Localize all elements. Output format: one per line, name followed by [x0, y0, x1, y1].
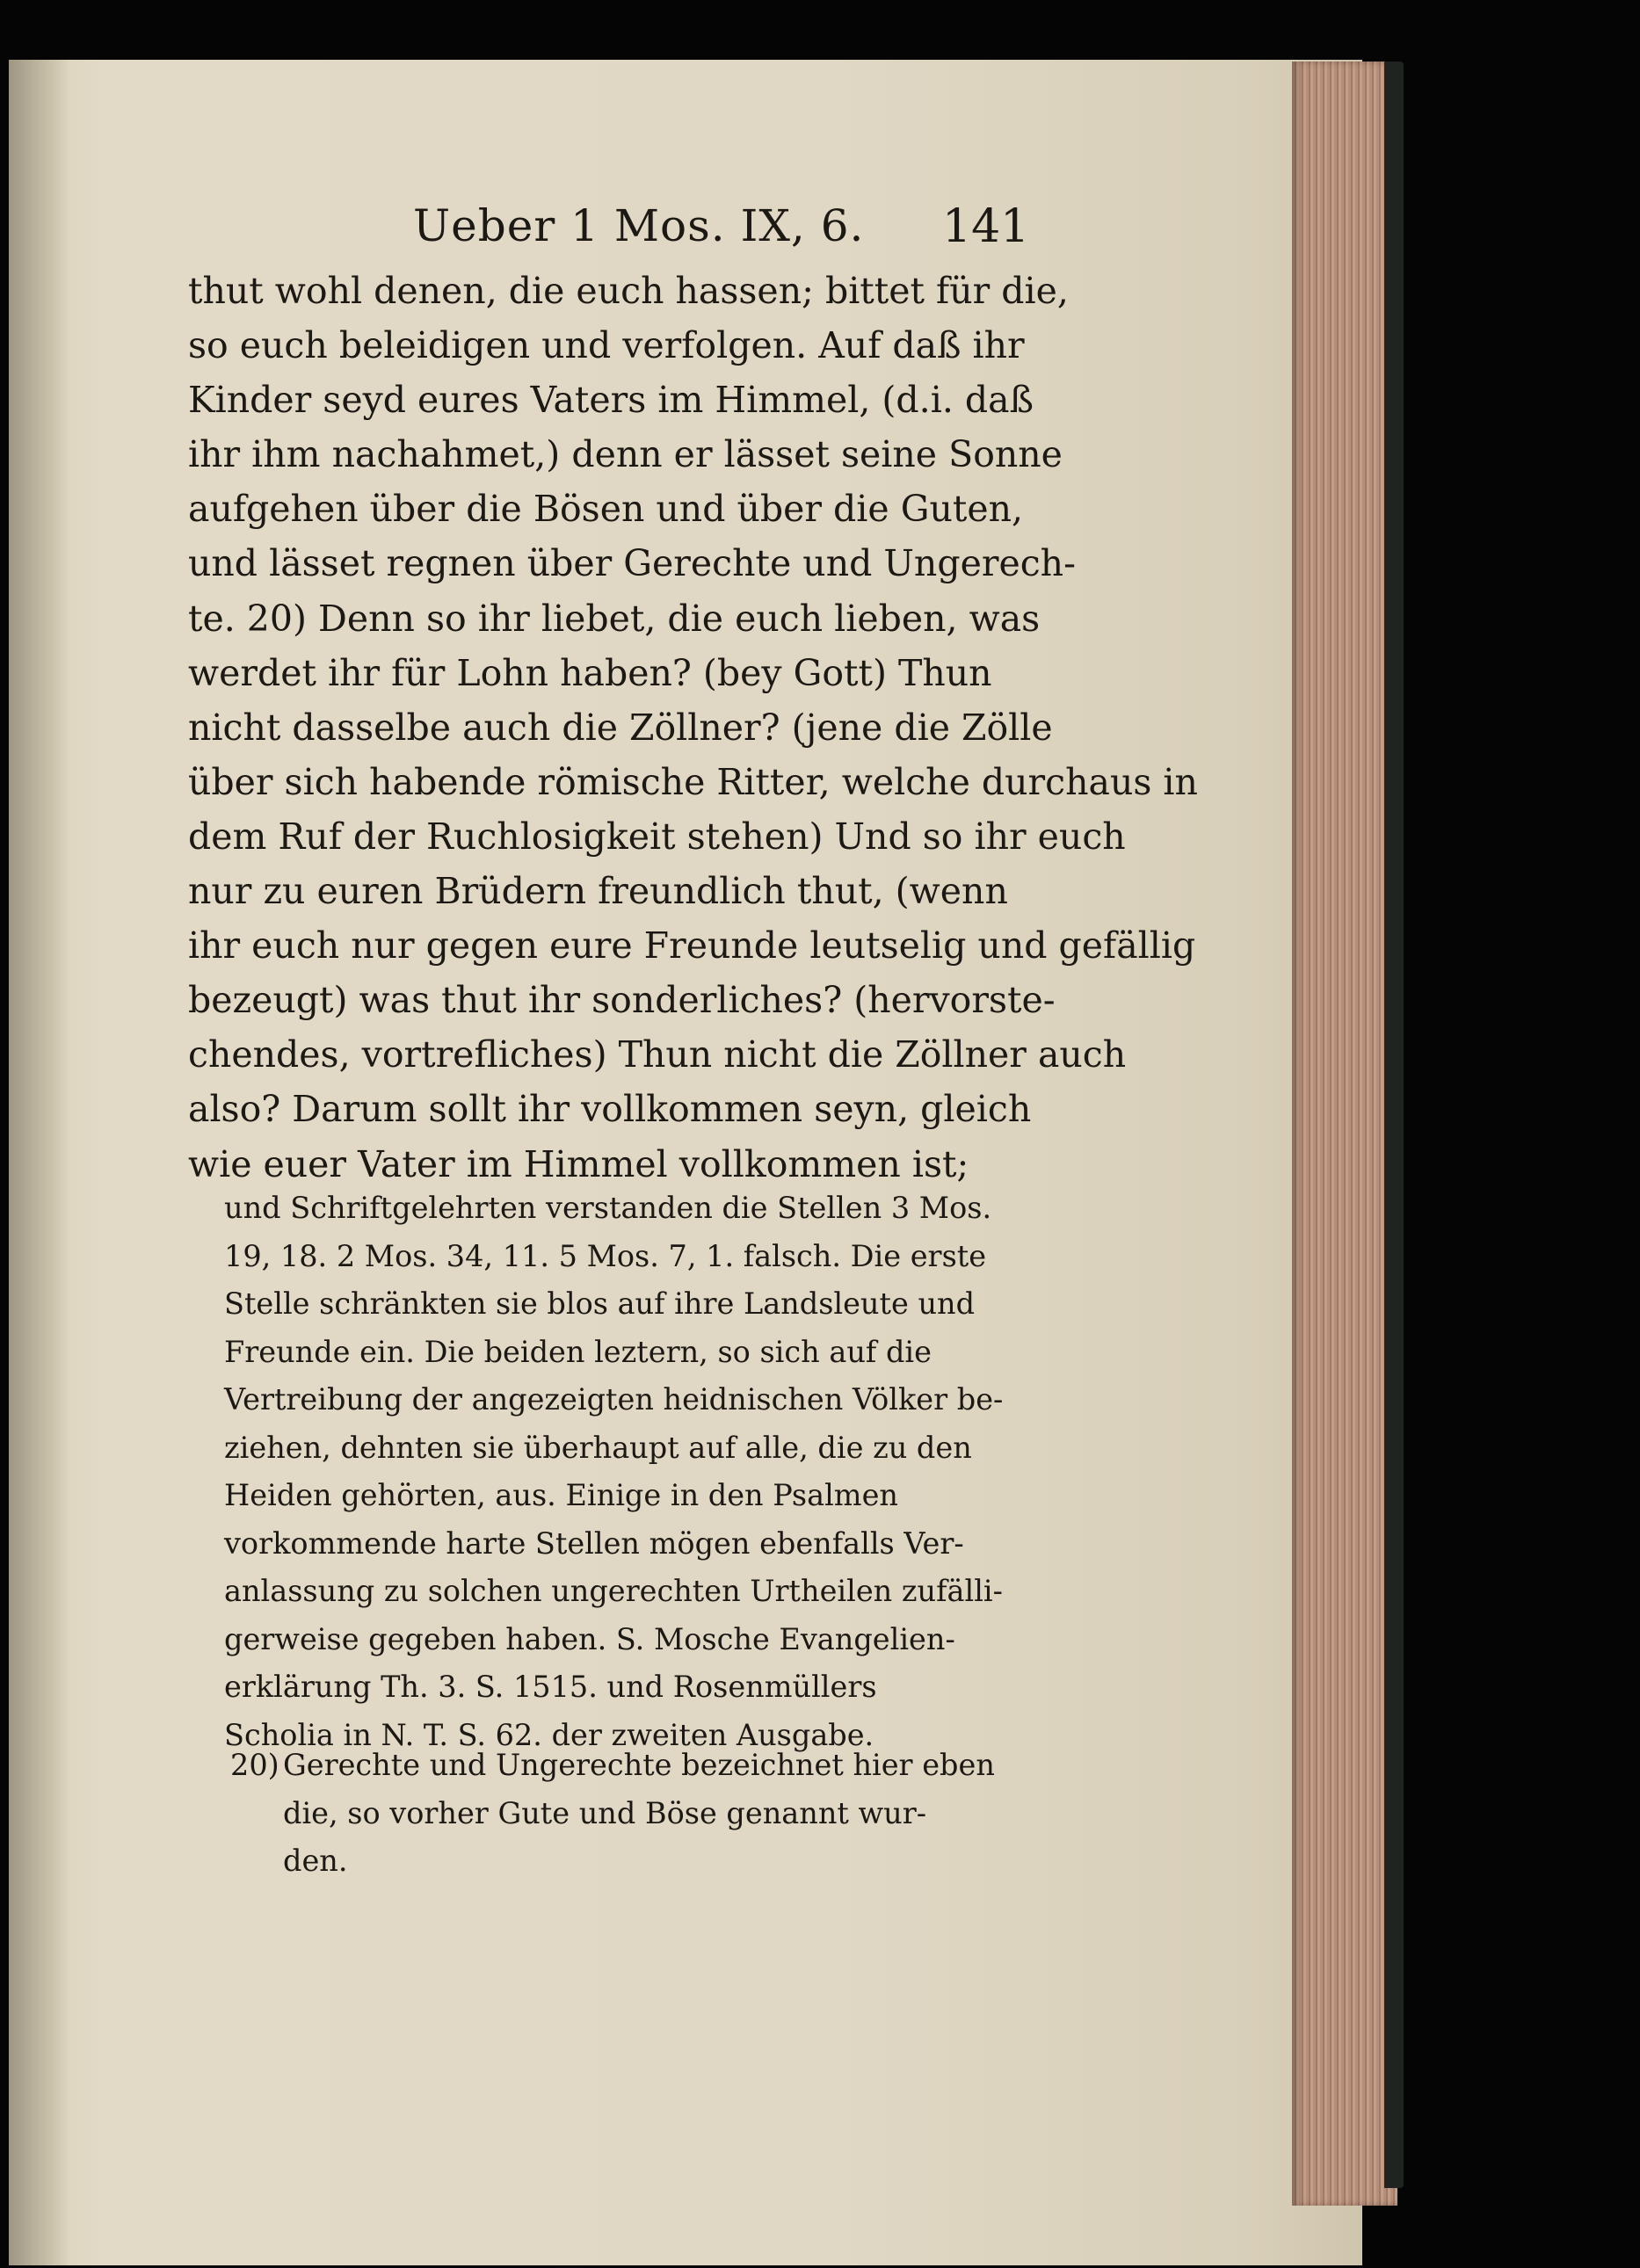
footnote-line: vorkommende harte Stellen mögen ebenfalls Ver-: [224, 1525, 964, 1561]
text-line: über sich habende römische Ritter, welche durchaus in: [188, 760, 1198, 803]
footnote-continued: [224, 1185, 1033, 1759]
text-line: ihr euch nur gegen eure Freunde leutselig und gefällig: [188, 924, 1196, 967]
footnote-line: Scholia in N. T. S. 62. der zweiten Ausgabe.: [224, 1717, 874, 1752]
text-line: Kinder seyd eures Vaters im Himmel, (d.i. daß: [188, 379, 1034, 422]
footnote-line: Vertreibung der angezeigten heidnischen Völker be-: [224, 1382, 1004, 1417]
page-number: 141: [942, 200, 1030, 253]
footnote-line: Stelle schränkten sie blos auf ihre Landsleute und: [224, 1286, 976, 1321]
text-line: werdet ihr für Lohn haben? (bey Gott) Thun: [188, 651, 992, 694]
text-line: bezeugt) was thut ihr sonderliches? (hervorste-: [188, 979, 1056, 1022]
text-line: so euch beleidigen und verfolgen. Auf daß ihr: [188, 324, 1025, 367]
footnote-line: Heiden gehörten, aus. Einige in den Psalmen: [224, 1478, 898, 1512]
text-line: aufgehen über die Bösen und über die Guten,: [188, 488, 1024, 531]
text-line: nicht dasselbe auch die Zöllner? (jene die Zölle: [188, 706, 1053, 749]
text-line: chendes, vortrefliches) Thun nicht die Zöllner auch: [188, 1033, 1127, 1076]
main-text: [188, 264, 1198, 1192]
footnote-label: 20): [230, 1748, 279, 1782]
text-line: thut wohl denen, die euch hassen; bittet für die,: [188, 270, 1069, 312]
footnote-line: gerweise gegeben haben. S. Mosche Evangelien-: [224, 1621, 955, 1656]
text-line: ihr ihm nachahmet,) denn er lässet seine Sonne: [188, 433, 1063, 476]
footnote-line: anlassung zu solchen ungerechten Urtheilen zufälli-: [224, 1574, 1003, 1608]
book-cover-edge: [1384, 62, 1404, 2188]
text-line: und lässet regnen über Gerechte und Ungerech-: [188, 542, 1076, 585]
page-header: [0, 200, 1640, 262]
footnote-line: Freunde ein. Die beiden leztern, so sich auf die: [224, 1334, 932, 1369]
footnote-line: den.: [283, 1844, 348, 1878]
footnote-line: die, so vorher Gute und Böse genannt wur-: [283, 1795, 927, 1830]
footnote-line: ziehen, dehnten sie überhaupt auf alle, die zu den: [224, 1430, 972, 1465]
text-line: also? Darum sollt ihr vollkommen seyn, gleich: [188, 1088, 1032, 1131]
footnote-line: Gerechte und Ungerechte bezeichnet hier eben: [283, 1748, 995, 1782]
page-gutter: [9, 60, 70, 2265]
text-line: wie euer Vater im Himmel vollkommen ist;: [188, 1142, 969, 1185]
page-edges: [1292, 62, 1397, 2206]
footnote-20: [230, 1742, 1039, 1886]
running-head: Ueber 1 Mos. IX, 6.: [413, 200, 865, 251]
footnote-line: erklärung Th. 3. S. 1515. und Rosenmüllers: [224, 1670, 877, 1704]
text-line: dem Ruf der Ruchlosigkeit stehen) Und so ihr euch: [188, 815, 1126, 858]
text-line: te. 20) Denn so ihr liebet, die euch lieben, was: [188, 597, 1041, 640]
footnote-line: 19, 18. 2 Mos. 34, 11. 5 Mos. 7, 1. falsch. Die erste: [224, 1238, 987, 1273]
text-line: nur zu euren Brüdern freundlich thut, (wenn: [188, 870, 1008, 913]
footnote-line: und Schriftgelehrten verstanden die Stellen 3 Mos.: [224, 1191, 992, 1225]
